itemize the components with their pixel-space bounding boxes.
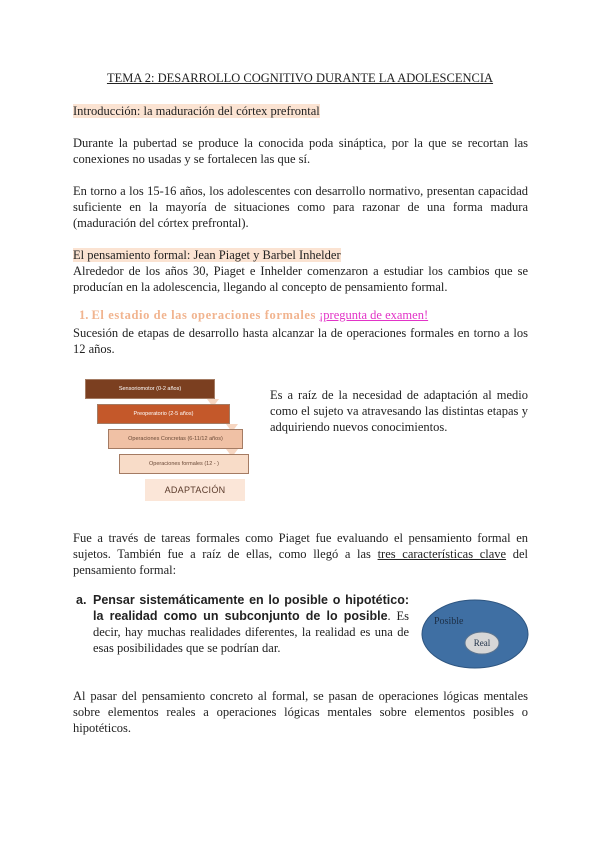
exam-question-link[interactable]: ¡pregunta de examen! xyxy=(319,308,429,322)
section-number: 1. xyxy=(79,308,89,322)
paragraph-piaget: Alrededor de los años 30, Piaget e Inhelder comenzaron a estudiar los cambios que se producían en la adolescencia, llegando al concepto de pensamiento formal. xyxy=(73,264,528,294)
page-title: TEMA 2: DESARROLLO COGNITIVO DURANTE LA ADOLESCENCIA xyxy=(106,71,494,85)
intro-heading: Introducción: la maduración del córtex prefrontal xyxy=(73,104,320,118)
paragraph-sucesion: Sucesión de etapas de desarrollo hasta alcanzar la de operaciones formales en torno a los 12 años. xyxy=(73,326,528,356)
stage-operaciones-formales: Operaciones formales (12 - ) xyxy=(119,454,249,474)
side-paragraph-adaptacion: Es a raíz de la necesidad de adaptación al medio como el sujeto va atravesando las distintas etapas y adquiriendo nuevos conocimientos. xyxy=(270,388,528,434)
key-features-underline: tres características clave xyxy=(377,547,507,561)
stages-diagram xyxy=(85,379,265,504)
stage-operaciones-concretas: Operaciones Concretas (6-11/12 años) xyxy=(108,429,243,449)
venn-inner-label: Real xyxy=(473,638,491,648)
paragraph-poda: Durante la pubertad se produce la conocida poda sináptica, por la que se recortan las conexiones no usadas y se fortalecen las que sí. xyxy=(73,136,528,166)
stage-sensoriomotor: Sensoriomotor (0-2 años) xyxy=(85,379,215,399)
list-marker: a. xyxy=(76,593,87,607)
paragraph-tareas-formales: Fue a través de tareas formales como Piaget fue evaluando el pensamiento formal en sujetos. También fue a raíz de ellas, como llegó a las tres características clave del pensamiento formal: xyxy=(73,531,528,577)
section-title: El estadio de las operaciones formales xyxy=(91,308,317,322)
list-item-a: a. Pensar sistemáticamente en lo posible o hipotético: la realidad como un subconjunto de lo posible. Es decir, hay muchas realidades diferentes, la realidad es una de esas posibilidades que se podrían dar. xyxy=(76,593,409,655)
venn-outer-label: Posible xyxy=(434,616,464,627)
formal-heading: El pensamiento formal: Jean Piaget y Barbel Inhelder xyxy=(73,248,341,262)
section-heading-1 xyxy=(79,307,428,323)
paragraph-concreto-formal: Al pasar del pensamiento concreto al formal, se pasan de operaciones lógicas mentales sobre elementos reales a operaciones lógicas mentales sobre elementos posibles o hipotéticos. xyxy=(73,689,528,735)
venn-diagram xyxy=(420,598,530,670)
adaptation-label: ADAPTACIÓN xyxy=(145,479,245,501)
stage-preoperatorio: Preoperatorio (2-5 años) xyxy=(97,404,230,424)
paragraph-maduracion: En torno a los 15-16 años, los adolescentes con desarrollo normativo, presentan capacidad suficiente en la mayoría de situaciones como para razonar de una forma madura (maduración del córtex prefrontal). xyxy=(73,184,528,230)
